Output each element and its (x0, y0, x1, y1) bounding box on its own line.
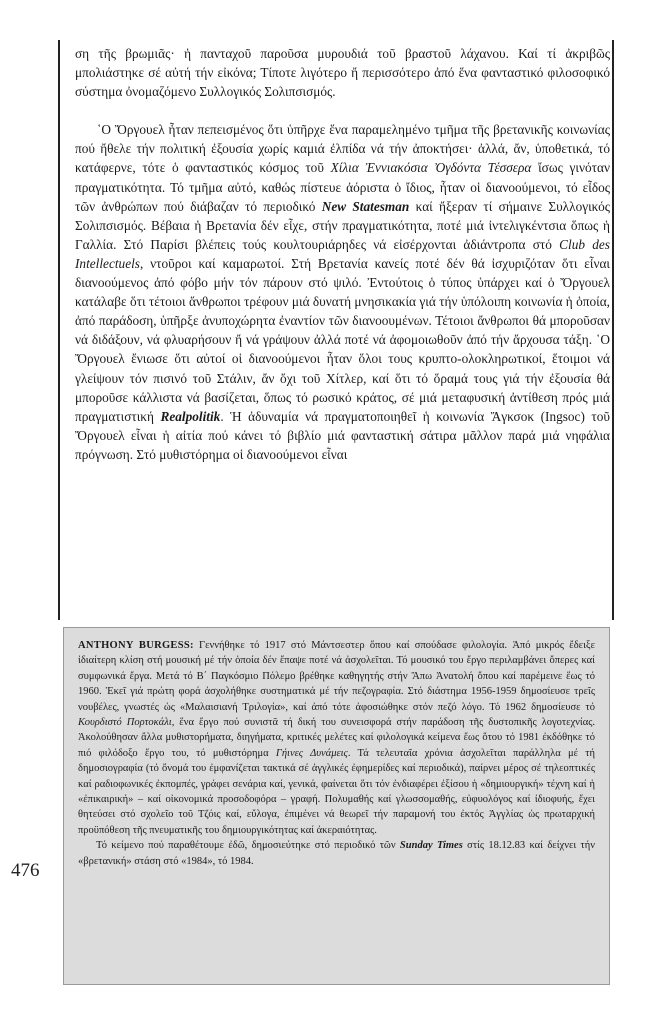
author-name: ANTHONY BURGESS: (78, 640, 194, 651)
bio-text-c: . Τά τελευταῖα χρόνια ἀσχολεῖται παράλληλα μέ τή δημοσιογραφία (τό ὄνομά του ἐμφανίζεται τακτικά σέ ἀγγλικές ἐφημερίδες καί περιοδικά), παίρνει μέρος σέ τηλεοπτικές καί ραδιοφωνικές ἐκπομπές, γράφει σενάρια καί, γενικά, φαίνεται ὅτι τόν ἐνδιαφέρει ἐξίσου ἡ «δημιουργική» τέχνη καί ἡ «ἐπικαιρική» – καί οἰκονομικά προσοδοφόρα – γραφή. Πολυμαθής καί γλωσσομαθής, εὐφυολόγος καί ἰδιοφυής, ἔχει θητεύσει στό σχολεῖο τοῦ Τζόις καί, εὔλογα, ἐπιμένει νά θεωρεῖ τήν παραμονή του ἐκτός Ἀγγλίας ὡς πρωταρχική προϋπόθεση τῆς πνευματικῆς του δημιουργικότητας καί ἀκεραιότητας. (78, 747, 595, 836)
main-article-text (75, 44, 610, 464)
paragraph-2-part-b: ἴσως γινόταν πραγματικότητα. Τό τμῆμα αὐτό, καθώς πίστευε ἀόριστα ὁ ἴδιος, ἦταν οἱ διανοούμενοι, τό εἶδος τῶν ἀνθρώπων πού διάβαζαν τό περιοδικό (75, 160, 610, 214)
right-margin-rule (612, 40, 614, 620)
book-title-1984: Χίλια Ἐννιακόσια Ὀγδόντα Τέσσερα (330, 160, 532, 176)
paragraph-2-part-a: ῾Ο Ὄργουελ ἦταν πεπεισμένος ὅτι ὑπῆρχε ἕνα παραμελημένο τμῆμα τῆς βρετανικῆς κοινωνίας πού ἤθελε τήν πολιτική ἐξουσία χωρίς καμιά ἐλπίδα νά τήν ἀποκτήσει· ἀλλά, ἄν, ὑποθετικά, τό κατάφερνε, τότε ὁ φανταστικός κόσμος τοῦ (75, 122, 610, 176)
paragraph-2-part-d: , ντοῦροι καί καμαρωτοί. Στή Βρετανία κανείς ποτέ δέν θά ἰσχυριζόταν ὅτι εἶναι διανοούμενος ἀπό φόβο μήν τόν πάρουν στό ψιλό. Ἐντούτοις ὁ τύπος ὑπάρχει καί ὁ Ὄργουελ κατάλαβε ὅτι τέτοιοι ἄνθρωποι τρέφουν μιά δυνατή μνησικακία γιά τήν ὑπόλοιπη κοινωνία ἡ ὁποία, ἀπό παράδοση, ὑπῆρξε ἀνυποχώρητα ἐναντίον τῶν διανοουμένων. Τέτοιοι ἄνθρωποι θά μποροῦσαν νά διδάξουν, νά φλυαρήσουν ἤ νά γράψουν ἀλλά ποτέ νά ἀφομοιωθοῦν ἀπό τήν ἄρχουσα τάξη. ῾Ο Ὄργουελ ἔνιωσε ὅτι αὐτοί οἱ διανοούμενοι ἦταν ὅλοι τους κρυπτο-ολοκληρωτικοί, ἕτοιμοι νά γλείψουν τόν πισινό τοῦ Στάλιν, ἄν ὄχι τοῦ Χίτλερ, καί ὅτι τό ὅραμά τους γιά τήν ἐξουσία θά μποροῦσε κάλλιστα νά βασίζεται, ὅπως τό ρωσικό κράτος, σέ μιά μεταφυσική ἀντίθεση πρός μιά πραγματιστική (75, 255, 610, 424)
author-bio-box (63, 627, 610, 985)
bio-book-title-2: Γήινες Δυνάμεις (275, 747, 348, 759)
bio-text-a: Γεννήθηκε τό 1917 στό Μάντσεστερ ὅπου καί σπούδασε φιλολογία. Ἀπό μικρός ἔδειξε ἰδιαίτερη κλίση στή μουσική μέ τήν ὁποία δέν ἔπαψε ποτέ νά ἀσχολεῖται. Τό μουσικό του ἔργο περιλαμβάνει ὄπερες καί συμφωνικά ἔργα. Μετά τό Β΄ Παγκόσμιο Πόλεμο βρέθηκε καθηγητής στήν Ἄπω Ἀνατολή ὅπου καί παρέμεινε ἕως τό 1960. Ἐκεῖ γιά πρώτη φορά ἀσχολήθηκε συστηματικά μέ τήν πεζογραφία. Στό διάστημα 1956-1959 δημοσίευσε τρεῖς νουβέλες, γνωστές ὡς «Μαλαισιανή Τριλογία», καί ἀπό τότε ἀφοσιώθηκε στόν πεζό λόγο. Τό 1962 δημοσίευσε τό (78, 640, 595, 713)
paragraph-1-text: ση τῆς βρωμιᾶς· ἡ πανταχοῦ παροῦσα μυρουδιά τοῦ βραστοῦ λάχανου. Καί τί ἀκριβῶς μπολιάστηκε σέ αὐτή τήν εἰκόνα; Τίποτε λιγότερο ἤ περισσότερο ἀπό ἕνα φανταστικό φιλοσοφικό σύστημα ὀνομαζόμενο Συλλογικός Σολιπσισμός. (75, 46, 610, 100)
paragraph-orwell (75, 120, 610, 464)
paragraph-2-part-c: καί ἤξεραν τί σήμαινε Συλλογικός Σολιπσισμός. Βέβαια ἡ Βρετανία δέν εἶχε, στήν πραγματικότητα, ποτέ μιά ἰντελιγκέντσια ὅπως ἡ Γαλλία. Στό Παρίσι βλέπεις τούς κουλτουριάρηδες νά εἰσέρχονται ἀδιάντροπα στό (75, 198, 610, 252)
realpolitik-term: Realpolitik (160, 408, 221, 424)
paragraph-2-part-e: . Ἡ ἀδυναμία νά πραγματοποιηθεῖ ἡ κοινωνία Ἄγκσοκ (Ingsoc) τοῦ Ὄργουελ εἶναι ἡ αἰτία πού κάνει τό βιβλίο μιά φανταστική σάτιρα μᾶλλον παρά μιά νηφάλια πρόγνωση. Στό μυθιστόρημα οἱ διανοούμενοι εἶναι (75, 408, 610, 462)
note-newspaper-title: Sunday Times (399, 840, 463, 852)
note-text-a: Τό κείμενο πού παραθέτουμε ἐδῶ, δημοσιεύτηκε στό περιοδικό τῶν (96, 840, 400, 852)
paragraph-continuation (75, 44, 610, 101)
magazine-title: New Statesman (321, 198, 410, 214)
bio-source-note (78, 838, 595, 869)
bio-book-title-1: Κουρδιστό Πορτοκάλι (78, 717, 172, 729)
club-title: Club des Intellectuels (75, 236, 610, 271)
bio-paragraph (78, 638, 595, 838)
bio-text-b: , ἕνα ἔργο πού συνιστᾶ τή δική του συνεισφορά στήν παράδοση τῆς δυστοπικῆς λογοτεχνίας. Ἀκολούθησαν ἄλλα μυθιστορήματα, διηγήματα, κριτικές μελέτες καί φιλολογικά κείμενα ἕως ὅτου τό 1981 ἐκδόθηκε τό πιό φιλόδοξο ἔργο του, τό μυθιστόρημα (78, 717, 595, 759)
left-margin-rule (58, 40, 60, 620)
page-number: 476 (11, 860, 40, 881)
note-text-b: στίς 18.12.83 καί δείχνει τήν «βρετανική» στάση στό «1984», τό 1984. (78, 840, 595, 867)
